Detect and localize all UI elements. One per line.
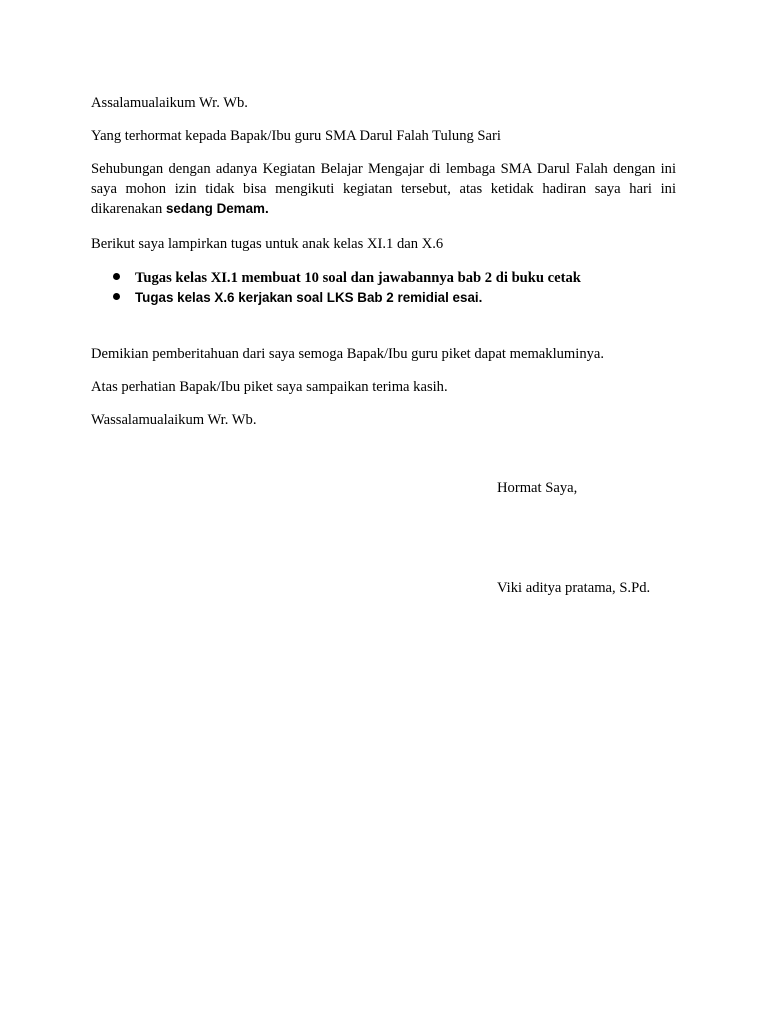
- task-xi1: Tugas kelas XI.1 membuat 10 soal dan jawabannya bab 2 di buku cetak: [135, 270, 581, 286]
- task-x6: Tugas kelas X.6 kerjakan soal LKS Bab 2 remidial esai.: [135, 290, 483, 305]
- bullet-icon: [113, 273, 120, 280]
- bullet-icon: [113, 293, 120, 300]
- list-item: [91, 268, 676, 288]
- body-intro: Sehubungan dengan adanya Kegiatan Belajar Mengajar di lembaga SMA Darul Falah dengan ini saya mohon izin tidak bisa mengikuti kegiatan tersebut, atas ketidak hadiran saya hari ini dikarenakan: [91, 161, 676, 217]
- signer-name: Viki aditya pratama, S.Pd.: [497, 580, 651, 596]
- tasks-intro: Berikut saya lampirkan tugas untuk anak kelas XI.1 dan X.6: [91, 236, 444, 252]
- notice: Demikian pemberitahuan dari saya semoga Bapak/Ibu guru piket dapat memakluminya.: [91, 346, 605, 362]
- thanks: Atas perhatian Bapak/Ibu piket saya sampaikan terima kasih.: [91, 379, 448, 395]
- addressee: Yang terhormat kepada Bapak/Ibu guru SMA Darul Falah Tulung Sari: [91, 128, 501, 144]
- closing: Wassalamualaikum Wr. Wb.: [91, 412, 257, 428]
- task-list: [91, 268, 676, 308]
- body-reason: sedang Demam.: [165, 201, 269, 216]
- body-paragraph: [91, 159, 676, 219]
- greeting: Assalamualaikum Wr. Wb.: [91, 95, 248, 111]
- sign-off: Hormat Saya,: [497, 480, 578, 496]
- list-item: [91, 288, 676, 308]
